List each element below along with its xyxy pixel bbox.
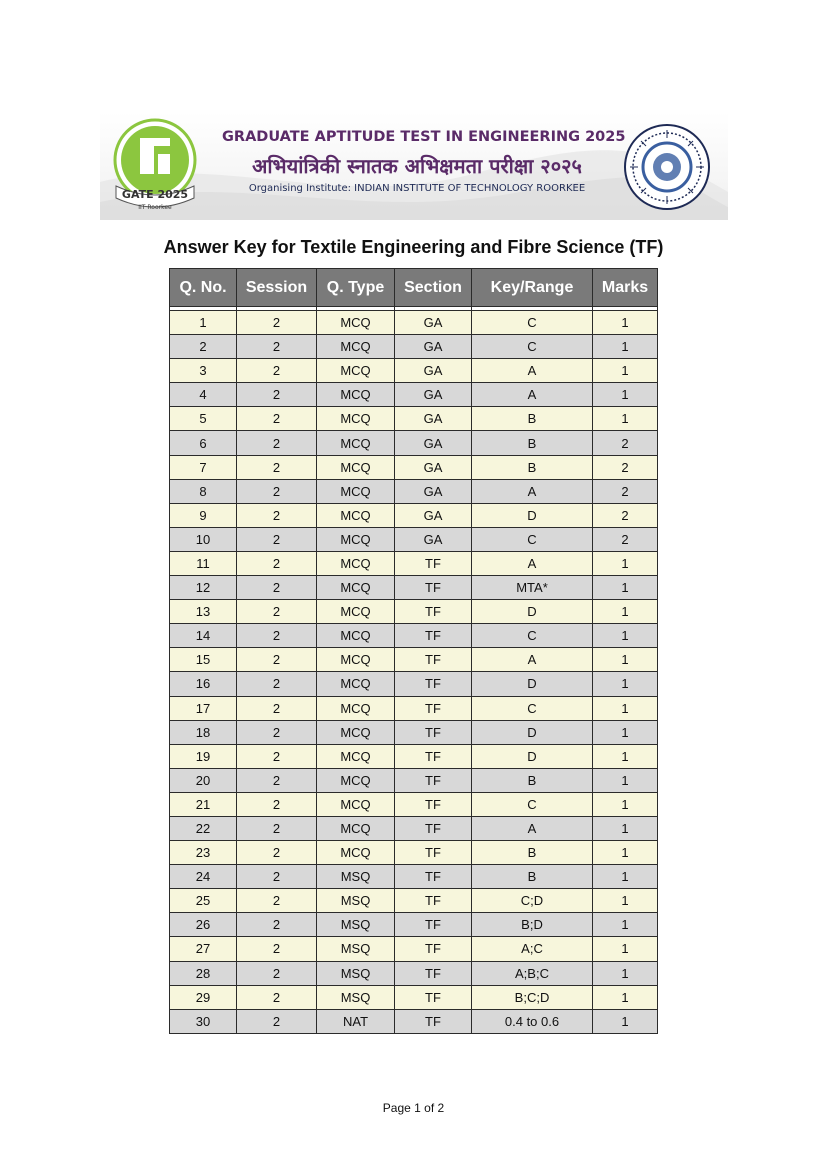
cell-section: TF xyxy=(395,937,472,961)
cell-marks: 1 xyxy=(593,576,658,600)
cell-qtype: MCQ xyxy=(317,551,395,575)
cell-key: A xyxy=(472,383,593,407)
cell-key: D xyxy=(472,744,593,768)
cell-key: A xyxy=(472,359,593,383)
cell-marks: 1 xyxy=(593,913,658,937)
cell-marks: 1 xyxy=(593,792,658,816)
cell-key: B xyxy=(472,431,593,455)
table-row xyxy=(170,431,658,455)
cell-qno: 4 xyxy=(170,383,237,407)
cell-marks: 1 xyxy=(593,648,658,672)
cell-qtype: MCQ xyxy=(317,359,395,383)
table-row xyxy=(170,624,658,648)
table-row xyxy=(170,648,658,672)
cell-marks: 1 xyxy=(593,816,658,840)
cell-qtype: MCQ xyxy=(317,479,395,503)
cell-marks: 1 xyxy=(593,696,658,720)
cell-qtype: MCQ xyxy=(317,696,395,720)
header-qno: Q. No. xyxy=(170,269,237,307)
cell-section: GA xyxy=(395,479,472,503)
cell-key: C xyxy=(472,311,593,335)
cell-section: TF xyxy=(395,600,472,624)
cell-qno: 19 xyxy=(170,744,237,768)
cell-section: TF xyxy=(395,576,472,600)
cell-section: TF xyxy=(395,889,472,913)
header-banner xyxy=(100,112,728,220)
cell-qtype: MSQ xyxy=(317,961,395,985)
cell-marks: 1 xyxy=(593,865,658,889)
cell-session: 2 xyxy=(237,744,317,768)
cell-session: 2 xyxy=(237,527,317,551)
cell-qtype: MCQ xyxy=(317,816,395,840)
table-row xyxy=(170,816,658,840)
cell-key: A xyxy=(472,479,593,503)
cell-qtype: MCQ xyxy=(317,624,395,648)
table-row xyxy=(170,335,658,359)
cell-section: TF xyxy=(395,1009,472,1033)
cell-qtype: MCQ xyxy=(317,527,395,551)
cell-marks: 1 xyxy=(593,744,658,768)
cell-marks: 1 xyxy=(593,889,658,913)
cell-qtype: MCQ xyxy=(317,576,395,600)
cell-qno: 20 xyxy=(170,768,237,792)
cell-section: TF xyxy=(395,961,472,985)
cell-session: 2 xyxy=(237,335,317,359)
cell-key: B xyxy=(472,407,593,431)
cell-marks: 2 xyxy=(593,479,658,503)
iit-roorkee-seal-icon xyxy=(622,122,712,212)
cell-key: B xyxy=(472,865,593,889)
cell-section: TF xyxy=(395,624,472,648)
cell-key: B;C;D xyxy=(472,985,593,1009)
cell-qno: 8 xyxy=(170,479,237,503)
table-header-row xyxy=(170,269,658,307)
table-row xyxy=(170,937,658,961)
cell-qno: 23 xyxy=(170,841,237,865)
gate-logo-icon xyxy=(110,116,200,216)
table-row xyxy=(170,311,658,335)
cell-session: 2 xyxy=(237,551,317,575)
table-row xyxy=(170,576,658,600)
table-row xyxy=(170,961,658,985)
cell-qtype: MCQ xyxy=(317,503,395,527)
table-row xyxy=(170,985,658,1009)
cell-qno: 3 xyxy=(170,359,237,383)
cell-key: B xyxy=(472,768,593,792)
cell-qtype: MSQ xyxy=(317,889,395,913)
table-row xyxy=(170,889,658,913)
cell-qtype: MCQ xyxy=(317,841,395,865)
cell-section: TF xyxy=(395,696,472,720)
cell-session: 2 xyxy=(237,768,317,792)
cell-key: D xyxy=(472,672,593,696)
cell-session: 2 xyxy=(237,841,317,865)
cell-key: B;D xyxy=(472,913,593,937)
cell-section: TF xyxy=(395,913,472,937)
cell-session: 2 xyxy=(237,431,317,455)
cell-marks: 1 xyxy=(593,359,658,383)
table-row xyxy=(170,672,658,696)
table-row xyxy=(170,768,658,792)
cell-session: 2 xyxy=(237,672,317,696)
cell-marks: 1 xyxy=(593,383,658,407)
cell-session: 2 xyxy=(237,937,317,961)
cell-qtype: MCQ xyxy=(317,335,395,359)
cell-session: 2 xyxy=(237,383,317,407)
cell-qtype: MCQ xyxy=(317,648,395,672)
table-row xyxy=(170,383,658,407)
cell-qtype: MSQ xyxy=(317,985,395,1009)
table-row xyxy=(170,503,658,527)
cell-qno: 9 xyxy=(170,503,237,527)
cell-marks: 1 xyxy=(593,937,658,961)
table-row xyxy=(170,913,658,937)
table-row xyxy=(170,407,658,431)
cell-marks: 2 xyxy=(593,527,658,551)
cell-key: D xyxy=(472,720,593,744)
cell-key: D xyxy=(472,600,593,624)
cell-marks: 1 xyxy=(593,672,658,696)
cell-section: TF xyxy=(395,768,472,792)
table-row xyxy=(170,359,658,383)
cell-key: C xyxy=(472,792,593,816)
cell-qno: 13 xyxy=(170,600,237,624)
cell-marks: 1 xyxy=(593,961,658,985)
cell-section: TF xyxy=(395,865,472,889)
table-row xyxy=(170,455,658,479)
cell-marks: 1 xyxy=(593,311,658,335)
table-row xyxy=(170,744,658,768)
cell-marks: 1 xyxy=(593,985,658,1009)
cell-qtype: MCQ xyxy=(317,600,395,624)
cell-qno: 24 xyxy=(170,865,237,889)
cell-section: GA xyxy=(395,383,472,407)
cell-section: TF xyxy=(395,985,472,1009)
cell-qno: 25 xyxy=(170,889,237,913)
table-row xyxy=(170,865,658,889)
cell-section: TF xyxy=(395,648,472,672)
cell-section: GA xyxy=(395,407,472,431)
cell-qtype: MCQ xyxy=(317,768,395,792)
cell-section: TF xyxy=(395,816,472,840)
cell-key: C xyxy=(472,335,593,359)
cell-session: 2 xyxy=(237,576,317,600)
cell-session: 2 xyxy=(237,479,317,503)
cell-session: 2 xyxy=(237,503,317,527)
cell-marks: 1 xyxy=(593,720,658,744)
cell-qtype: MCQ xyxy=(317,744,395,768)
table-row xyxy=(170,1009,658,1033)
cell-qno: 16 xyxy=(170,672,237,696)
cell-qno: 12 xyxy=(170,576,237,600)
cell-qno: 21 xyxy=(170,792,237,816)
cell-session: 2 xyxy=(237,600,317,624)
cell-key: B xyxy=(472,841,593,865)
cell-session: 2 xyxy=(237,359,317,383)
cell-section: TF xyxy=(395,792,472,816)
cell-section: TF xyxy=(395,551,472,575)
cell-key: C xyxy=(472,527,593,551)
cell-section: GA xyxy=(395,527,472,551)
cell-session: 2 xyxy=(237,455,317,479)
cell-section: TF xyxy=(395,841,472,865)
table-row xyxy=(170,841,658,865)
cell-qtype: MCQ xyxy=(317,311,395,335)
cell-marks: 1 xyxy=(593,600,658,624)
cell-qtype: MSQ xyxy=(317,865,395,889)
cell-qno: 18 xyxy=(170,720,237,744)
cell-marks: 1 xyxy=(593,768,658,792)
cell-qno: 28 xyxy=(170,961,237,985)
table-row xyxy=(170,720,658,744)
cell-key: B xyxy=(472,455,593,479)
cell-qno: 6 xyxy=(170,431,237,455)
banner-title-hindi: अभियांत्रिकी स्नातक अभिक्षमता परीक्षा २०२५ xyxy=(252,154,582,178)
cell-session: 2 xyxy=(237,961,317,985)
cell-section: GA xyxy=(395,311,472,335)
cell-marks: 1 xyxy=(593,841,658,865)
cell-qtype: MCQ xyxy=(317,792,395,816)
cell-section: TF xyxy=(395,744,472,768)
cell-qno: 30 xyxy=(170,1009,237,1033)
cell-qtype: MCQ xyxy=(317,383,395,407)
cell-qno: 14 xyxy=(170,624,237,648)
cell-session: 2 xyxy=(237,792,317,816)
cell-qtype: MCQ xyxy=(317,455,395,479)
cell-section: TF xyxy=(395,672,472,696)
cell-session: 2 xyxy=(237,407,317,431)
table-row xyxy=(170,696,658,720)
cell-qtype: MCQ xyxy=(317,672,395,696)
cell-section: GA xyxy=(395,359,472,383)
cell-qno: 17 xyxy=(170,696,237,720)
cell-qtype: MSQ xyxy=(317,913,395,937)
banner-organiser: Organising Institute: INDIAN INSTITUTE OF TECHNOLOGY ROORKEE xyxy=(248,183,586,194)
cell-qno: 10 xyxy=(170,527,237,551)
cell-marks: 1 xyxy=(593,407,658,431)
logo-left-text: GATE 2025 xyxy=(121,188,189,201)
cell-qno: 29 xyxy=(170,985,237,1009)
header-qtype: Q. Type xyxy=(317,269,395,307)
cell-key: A;B;C xyxy=(472,961,593,985)
cell-session: 2 xyxy=(237,624,317,648)
cell-session: 2 xyxy=(237,816,317,840)
cell-session: 2 xyxy=(237,913,317,937)
page-number: Page 1 of 2 xyxy=(382,1101,445,1115)
cell-key: A xyxy=(472,816,593,840)
cell-key: C xyxy=(472,624,593,648)
header-session: Session xyxy=(237,269,317,307)
cell-qtype: MCQ xyxy=(317,720,395,744)
cell-session: 2 xyxy=(237,889,317,913)
cell-session: 2 xyxy=(237,985,317,1009)
table-row xyxy=(170,600,658,624)
table-row xyxy=(170,527,658,551)
cell-marks: 2 xyxy=(593,431,658,455)
header-marks: Marks xyxy=(593,269,658,307)
cell-key: C;D xyxy=(472,889,593,913)
cell-session: 2 xyxy=(237,696,317,720)
cell-qtype: MCQ xyxy=(317,407,395,431)
cell-marks: 1 xyxy=(593,624,658,648)
table-row xyxy=(170,479,658,503)
cell-section: GA xyxy=(395,431,472,455)
cell-qno: 7 xyxy=(170,455,237,479)
cell-section: GA xyxy=(395,335,472,359)
cell-section: GA xyxy=(395,503,472,527)
cell-qtype: MCQ xyxy=(317,431,395,455)
cell-marks: 2 xyxy=(593,455,658,479)
cell-qno: 11 xyxy=(170,551,237,575)
cell-qno: 26 xyxy=(170,913,237,937)
cell-key: A;C xyxy=(472,937,593,961)
cell-key: A xyxy=(472,648,593,672)
cell-section: GA xyxy=(395,455,472,479)
cell-session: 2 xyxy=(237,311,317,335)
cell-qtype: NAT xyxy=(317,1009,395,1033)
answer-key-table xyxy=(169,268,658,1034)
logo-left-subtext: IIT Roorkee xyxy=(138,204,172,211)
cell-marks: 1 xyxy=(593,551,658,575)
cell-session: 2 xyxy=(237,1009,317,1033)
cell-session: 2 xyxy=(237,720,317,744)
cell-marks: 2 xyxy=(593,503,658,527)
cell-qno: 5 xyxy=(170,407,237,431)
cell-key: A xyxy=(472,551,593,575)
cell-marks: 1 xyxy=(593,335,658,359)
cell-key: D xyxy=(472,503,593,527)
cell-qno: 27 xyxy=(170,937,237,961)
cell-session: 2 xyxy=(237,865,317,889)
header-key-range: Key/Range xyxy=(472,269,593,307)
cell-qtype: MSQ xyxy=(317,937,395,961)
cell-qno: 15 xyxy=(170,648,237,672)
cell-key: MTA* xyxy=(472,576,593,600)
table-row xyxy=(170,792,658,816)
cell-qno: 1 xyxy=(170,311,237,335)
document-title: Answer Key for Textile Engineering and Fibre Science (TF) xyxy=(163,237,664,257)
header-section: Section xyxy=(395,269,472,307)
cell-key: 0.4 to 0.6 xyxy=(472,1009,593,1033)
cell-key: C xyxy=(472,696,593,720)
cell-qno: 2 xyxy=(170,335,237,359)
cell-session: 2 xyxy=(237,648,317,672)
table-row xyxy=(170,551,658,575)
cell-marks: 1 xyxy=(593,1009,658,1033)
cell-qno: 22 xyxy=(170,816,237,840)
banner-title: GRADUATE APTITUDE TEST IN ENGINEERING 2025 xyxy=(222,129,626,145)
cell-section: TF xyxy=(395,720,472,744)
